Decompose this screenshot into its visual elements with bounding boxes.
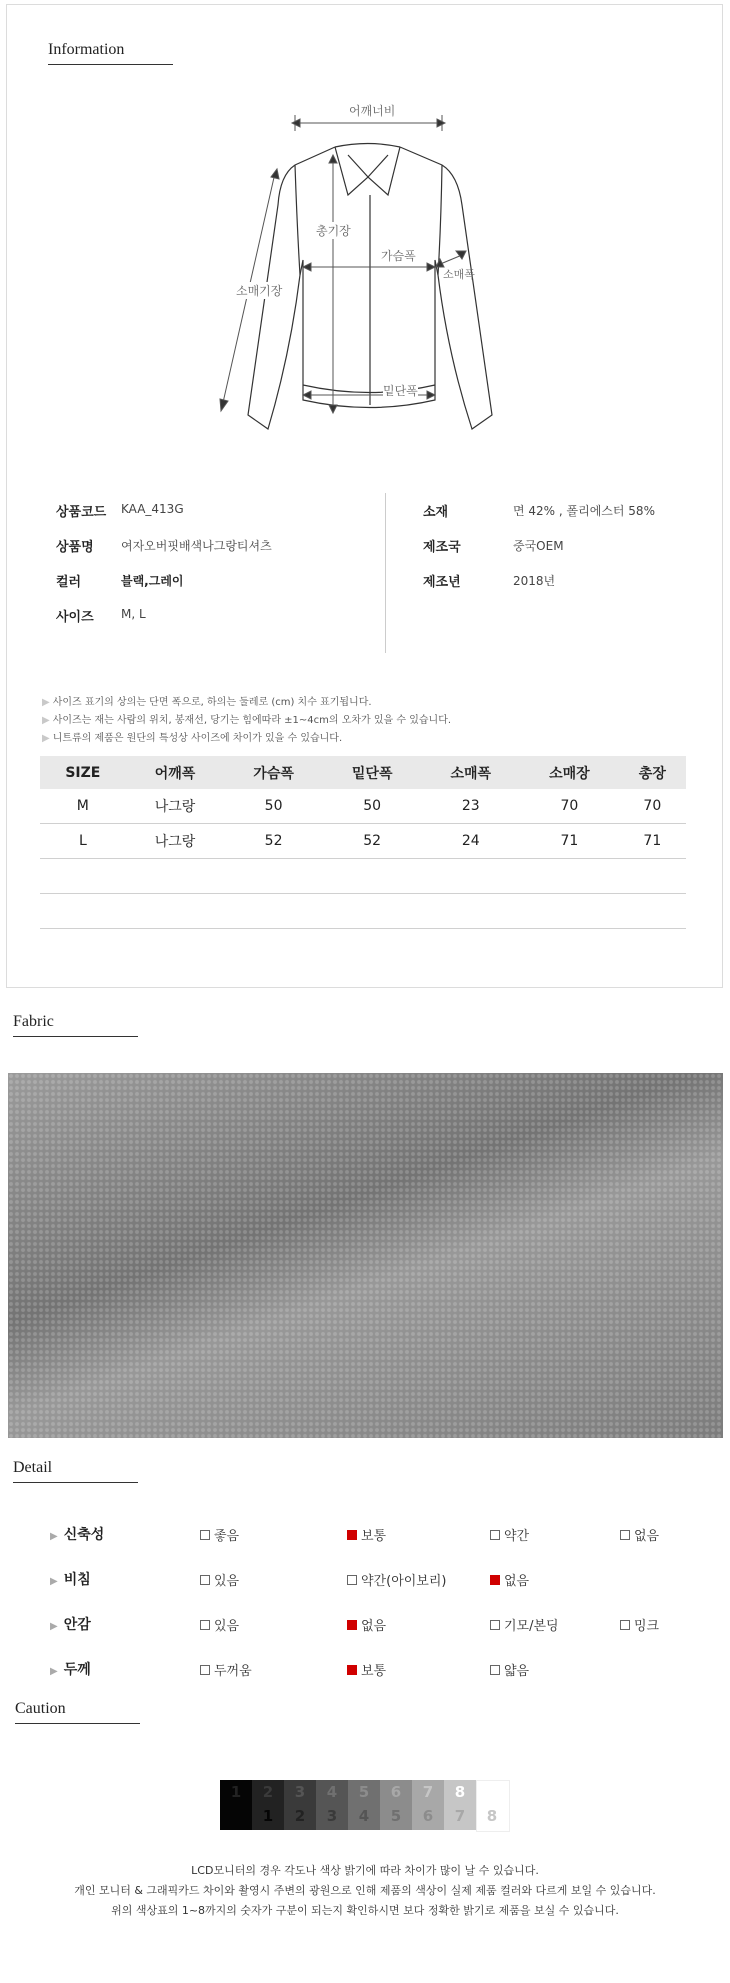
table-cell: 50 xyxy=(323,789,422,824)
spec-divider xyxy=(385,493,386,653)
table-cell: L xyxy=(40,824,126,859)
checkbox-icon xyxy=(490,1620,500,1630)
table-cell: 24 xyxy=(421,824,520,859)
detail-label-text: 안감 xyxy=(63,1617,91,1633)
sheerness-option[interactable] xyxy=(347,1570,447,1589)
table-row xyxy=(40,894,686,929)
option-label: 약간 xyxy=(504,1529,530,1544)
table-row xyxy=(40,824,686,859)
fabric-texture-photo xyxy=(8,1073,723,1438)
table-cell: 52 xyxy=(323,824,422,859)
table-cell: M xyxy=(40,789,126,824)
triangle-bullet-icon: ▶ xyxy=(50,1531,58,1542)
label-total-length: 총기장 xyxy=(316,224,351,238)
checkbox-checked-icon xyxy=(347,1530,357,1540)
label-shoulder-width: 어깨너비 xyxy=(345,102,399,119)
checkbox-checked-icon xyxy=(490,1575,500,1585)
stretch-option[interactable] xyxy=(620,1525,659,1544)
swatch-bottom-number: 8 xyxy=(486,1807,498,1825)
triangle-bullet-icon: ▶ xyxy=(50,1576,58,1587)
swatch-top-number: 6 xyxy=(390,1783,402,1801)
checkbox-icon xyxy=(490,1665,500,1675)
option-label: 얇음 xyxy=(504,1664,530,1679)
swatch-top-number: 3 xyxy=(294,1783,306,1801)
size-note-text: 니트류의 제품은 원단의 특성상 사이즈에 차이가 있을 수 있습니다. xyxy=(52,733,343,744)
triangle-bullet-icon: ▶ xyxy=(42,733,50,744)
fabric-heading-underline xyxy=(13,1036,138,1037)
caution-line: 위의 색상표의 1~8까지의 숫자가 구분이 되는지 확인하시면 보다 정확한 밝기로 제품을 보실 수 있습니다. xyxy=(111,1904,619,1917)
spec-label-code: 상품코드 xyxy=(56,505,107,520)
swatch-top-number: 8 xyxy=(454,1783,466,1801)
swatch-top-number: 1 xyxy=(230,1783,242,1801)
swatch-top-number: 2 xyxy=(262,1783,274,1801)
detail-row-label-thickness xyxy=(50,1659,91,1679)
swatch-bottom-number: 4 xyxy=(358,1807,370,1825)
checkbox-checked-icon xyxy=(347,1620,357,1630)
swatch-bottom-number: 3 xyxy=(326,1807,338,1825)
thickness-option[interactable] xyxy=(490,1660,529,1679)
table-cell: 23 xyxy=(421,789,520,824)
swatch-top-number: 7 xyxy=(422,1783,434,1801)
checkbox-icon xyxy=(200,1620,210,1630)
swatch-bottom-number: 2 xyxy=(294,1807,306,1825)
empty-row-cell xyxy=(40,859,686,894)
detail-label-text: 비침 xyxy=(63,1572,91,1588)
stretch-option[interactable] xyxy=(347,1525,386,1544)
option-label: 보통 xyxy=(361,1529,387,1544)
shirt-measurement-diagram xyxy=(200,95,530,440)
caution-heading-underline xyxy=(15,1723,140,1724)
caution-heading: Caution xyxy=(15,1700,66,1717)
triangle-bullet-icon: ▶ xyxy=(50,1666,58,1677)
label-sleeve-length: 소매기장 xyxy=(236,284,283,298)
spec-label-year: 제조년 xyxy=(423,575,461,590)
sheerness-option[interactable] xyxy=(200,1570,239,1589)
spec-value-code: KAA_413G xyxy=(121,502,184,516)
fabric-heading: Fabric xyxy=(13,1013,54,1030)
swatch-bottom-number: 7 xyxy=(454,1807,466,1825)
checkbox-icon xyxy=(200,1575,210,1585)
sheerness-option[interactable] xyxy=(490,1570,529,1589)
checkbox-icon xyxy=(200,1530,210,1540)
header-cell: SIZE xyxy=(40,756,126,789)
spec-label-color: 컬러 xyxy=(56,575,82,590)
table-cell: 나그랑 xyxy=(126,824,225,859)
detail-row-label-lining xyxy=(50,1614,91,1634)
size-table-header xyxy=(40,756,686,789)
triangle-bullet-icon: ▶ xyxy=(42,715,50,726)
spec-label-material: 소재 xyxy=(423,505,449,520)
swatch-top-number: 5 xyxy=(358,1783,370,1801)
size-table xyxy=(40,756,686,929)
header-cell: 총장 xyxy=(619,756,686,789)
option-label: 좋음 xyxy=(214,1529,240,1544)
table-cell: 나그랑 xyxy=(126,789,225,824)
triangle-bullet-icon: ▶ xyxy=(42,697,50,708)
option-label: 두꺼움 xyxy=(214,1664,252,1679)
thickness-option[interactable] xyxy=(347,1660,386,1679)
lining-option[interactable] xyxy=(347,1615,386,1634)
header-cell: 소매장 xyxy=(520,756,619,789)
option-label: 밍크 xyxy=(634,1619,660,1634)
header-cell: 밑단폭 xyxy=(323,756,422,789)
spec-value-country: 중국OEM xyxy=(513,539,564,553)
spec-label-size: 사이즈 xyxy=(56,610,94,625)
swatch-bottom-number: 1 xyxy=(262,1807,274,1825)
swatch-bottom-number: 6 xyxy=(422,1807,434,1825)
stretch-option[interactable] xyxy=(490,1525,529,1544)
table-row xyxy=(40,859,686,894)
detail-row-label-sheerness xyxy=(50,1569,91,1589)
lining-option[interactable] xyxy=(200,1615,239,1634)
thickness-option[interactable] xyxy=(200,1660,252,1679)
option-label: 약간(아이보리) xyxy=(361,1574,447,1589)
spec-label-name: 상품명 xyxy=(56,540,94,555)
size-note xyxy=(42,729,342,744)
stretch-option[interactable] xyxy=(200,1525,239,1544)
detail-heading: Detail xyxy=(13,1459,53,1476)
option-label: 기모/본딩 xyxy=(504,1619,559,1634)
lining-option[interactable] xyxy=(620,1615,659,1634)
checkbox-icon xyxy=(620,1620,630,1630)
header-cell: 소매폭 xyxy=(421,756,520,789)
option-label: 없음 xyxy=(361,1619,387,1634)
checkbox-icon xyxy=(347,1575,357,1585)
option-label: 없음 xyxy=(634,1529,660,1544)
option-label: 없음 xyxy=(504,1574,530,1589)
label-hem-width: 밑단폭 xyxy=(383,384,418,398)
caution-line: LCD모니터의 경우 각도나 색상 밝기에 따라 차이가 많이 날 수 있습니다. xyxy=(191,1864,539,1877)
size-note-text: 사이즈 표기의 상의는 단면 폭으로, 하의는 둘레로 (cm) 치수 표기됩니다. xyxy=(52,697,372,708)
information-heading: Information xyxy=(48,41,125,58)
swatch-top-number: 4 xyxy=(326,1783,338,1801)
option-label: 있음 xyxy=(214,1619,240,1634)
empty-row-cell xyxy=(40,894,686,929)
size-note xyxy=(42,693,372,708)
detail-row-label-stretch xyxy=(50,1524,104,1544)
table-cell: 71 xyxy=(520,824,619,859)
label-sleeve-width: 소매폭 xyxy=(443,268,475,281)
information-heading-underline xyxy=(48,64,173,65)
label-chest-width: 가슴폭 xyxy=(381,249,416,263)
spec-value-size: M, L xyxy=(121,607,146,621)
header-cell: 어깨폭 xyxy=(126,756,225,789)
table-cell: 71 xyxy=(619,824,686,859)
header-cell: 가슴폭 xyxy=(224,756,323,789)
size-note-text: 사이즈는 재는 사람의 위치, 봉재선, 당기는 힘에따라 ±1~4cm의 오차가 있을 수 있습니다. xyxy=(52,715,452,726)
triangle-bullet-icon: ▶ xyxy=(50,1621,58,1632)
swatch-bottom-number: 5 xyxy=(390,1807,402,1825)
detail-heading-underline xyxy=(13,1482,138,1483)
checkbox-icon xyxy=(620,1530,630,1540)
checkbox-icon xyxy=(490,1530,500,1540)
spec-value-year: 2018년 xyxy=(513,574,556,588)
table-row xyxy=(40,789,686,824)
option-label: 보통 xyxy=(361,1664,387,1679)
caution-line: 개인 모니터 & 그래픽카드 차이와 촬영시 주변의 광원으로 인해 제품의 색상이 실제 제품 컬러와 다르게 보일 수 있습니다. xyxy=(74,1884,656,1897)
checkbox-checked-icon xyxy=(347,1665,357,1675)
spec-value-name: 여자오버핏배색나그랑티셔츠 xyxy=(121,539,272,553)
option-label: 있음 xyxy=(214,1574,240,1589)
lining-option[interactable] xyxy=(490,1615,559,1634)
checkbox-icon xyxy=(200,1665,210,1675)
size-note xyxy=(42,711,451,726)
spec-label-country: 제조국 xyxy=(423,540,461,555)
detail-label-text: 신축성 xyxy=(63,1527,105,1543)
spec-value-material: 면 42% , 폴리에스터 58% xyxy=(513,504,655,518)
table-cell: 70 xyxy=(520,789,619,824)
table-cell: 50 xyxy=(224,789,323,824)
detail-label-text: 두께 xyxy=(63,1662,91,1678)
table-cell: 52 xyxy=(224,824,323,859)
spec-value-color: 블랙,그레이 xyxy=(121,574,184,588)
table-cell: 70 xyxy=(619,789,686,824)
